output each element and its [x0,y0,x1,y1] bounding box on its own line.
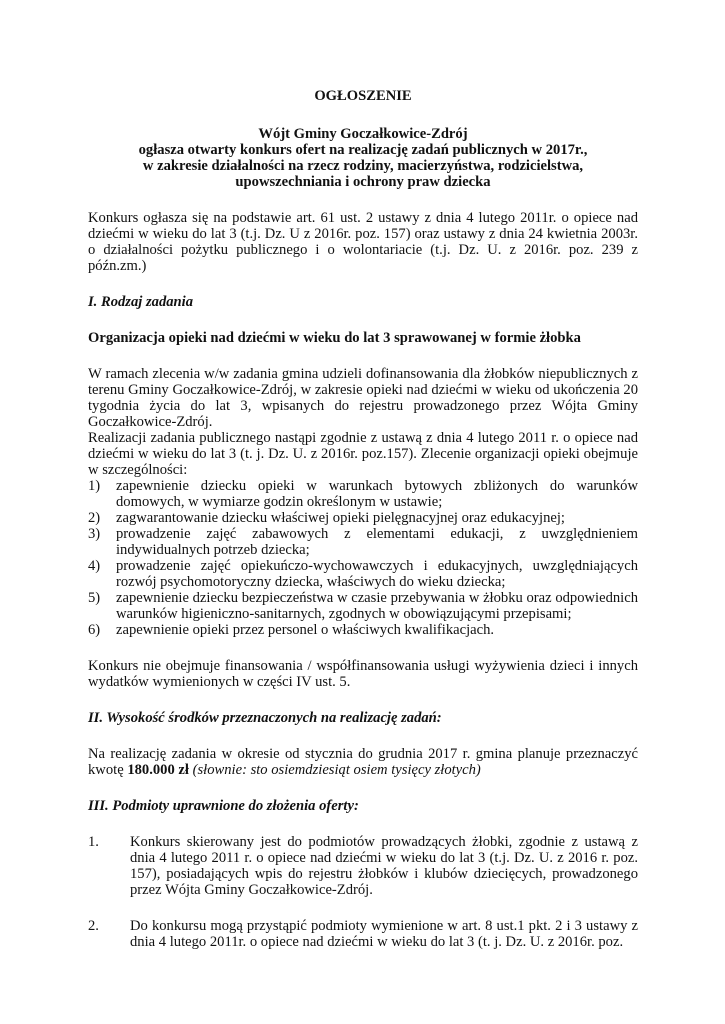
document-title: OGŁOSZENIE [314,88,412,104]
list-item-number: 1) [88,478,101,494]
eligible-entities-list [88,834,638,950]
list-item-text: Do konkursu mogą przystąpić podmioty wymienione w art. 8 ust.1 pkt. 2 i 3 ustawy z dnia 4 lutego 2011r. o opiece nad dziećmi w wieku do lat 3 (t. j. Dz. U. z 2016r. poz. [130,918,638,950]
funding-text: Na realizację zadania w okresie od stycznia do grudnia 2017 r. gmina planuje przeznaczyć kwotę [88,746,638,778]
intro-paragraph: Konkurs ogłasza się na podstawie art. 61 ust. 2 ustawy z dnia 4 lutego 2011r. o opiece nad dziećmi w wieku do lat 3 (t.j. Dz. U z 2016r. poz. 157) oraz ustawy z dnia 24 kwietnia 2003r. o działalności pożytku publicznego i o wolontariacie (t.j. Dz. U. z 2016r. poz. 239 z późn.zm.) [88,210,638,274]
heading-line: w zakresie działalności na rzecz rodziny, macierzyństwa, rodzicielstwa, [142,158,584,174]
list-item-number: 3) [88,526,101,542]
heading-line: upowszechniania i ochrony praw dziecka [235,174,491,190]
list-item-number: 2. [88,918,99,934]
section-heading-1: I. Rodzaj zadania [88,294,194,310]
heading-line: ogłasza otwarty konkurs ofert na realizację zadań publicznych w 2017r., [138,142,588,158]
list-item-text: zapewnienie opieki przez personel o właściwych kwalifikacjach. [116,622,495,638]
section1-paragraph-2: Realizacji zadania publicznego nastąpi zgodnie z ustawą z dnia 4 lutego 2011 r. o opiece nad dziećmi w wieku do lat 3 (t. j. Dz. U. z 2016r. poz.157). Zlecenie organizacji opieki obejmuje w szczególności: [88,430,638,478]
funding-paragraph [88,746,638,778]
list-item [88,622,638,638]
list-item-number: 1. [88,834,99,850]
list-item [88,478,638,510]
funding-amount: 180.000 zł [127,762,189,778]
list-item-number: 6) [88,622,101,638]
list-item [88,526,638,558]
list-item-text: zapewnienie dziecku bezpieczeństwa w czasie przebywania w żłobku oraz odpowiednich warunków higieniczno-sanitarnych, zgodnych w obowiązującymi przepisami; [116,590,638,622]
list-item-text: Konkurs skierowany jest do podmiotów prowadzących żłobki, zgodnie z ustawą z dnia 4 lutego 2011 r. o opiece nad dziećmi w wieku do lat 3 (t.j. Dz. U. z 2016 r. poz. 157), posiadających wpis do rejestru żłobków i klubów dziecięcych, prowadzonego przez Wójta Gminy Goczałkowice-Zdrój. [130,834,638,898]
announcement-heading [88,126,638,190]
list-item-text: zapewnienie dziecku opieki w warunkach bytowych zbliżonych do warunków domowych, w wymiarze godzin określonym w ustawie; [116,478,638,510]
list-item [88,510,638,526]
list-item-number: 2) [88,510,101,526]
section-heading-2: II. Wysokość środków przeznaczonych na realizację zadań: [88,710,442,726]
section1-paragraph-1: W ramach zlecenia w/w zadania gmina udzieli dofinansowania dla żłobków niepublicznych z terenu Gminy Goczałkowice-Zdrój, w zakresie opieki nad dziećmi w wieku od ukończenia 20 tygodnia życia do lat 3, wpisanych do rejestru prowadzonego przez Wójta Gminy Goczałkowice-Zdrój. [88,366,638,430]
section1-note: Konkurs nie obejmuje finansowania / współfinansowania usługi wyżywienia dzieci i innych wydatków wymienionych w części IV ust. 5. [88,658,638,690]
list-item-text: zagwarantowanie dziecku właściwej opieki pielęgnacyjnej oraz edukacyjnej; [116,510,565,526]
list-item [88,918,638,950]
heading-line: Wójt Gminy Goczałkowice-Zdrój [258,126,468,142]
task-scope-list [88,478,638,638]
funding-words: : sto osiemdziesiąt osiem tysięcy złotych) [242,762,481,778]
list-item [88,558,638,590]
list-item [88,590,638,622]
section-heading-3: III. Podmioty uprawnione do złożenia oferty: [88,798,359,814]
funding-words-prefix: (słownie [188,762,243,778]
list-item-text: prowadzenie zajęć opiekuńczo-wychowawczych i edukacyjnych, uwzględniających rozwój psychomotoryczny dziecka, właściwych do wieku dziecka; [116,558,638,590]
list-item [88,834,638,898]
task-title: Organizacja opieki nad dziećmi w wieku do lat 3 sprawowanej w formie żłobka [88,330,581,346]
document-page [88,88,638,950]
list-item-text: prowadzenie zajęć zabawowych z elementami edukacji, z uwzględnieniem indywidualnych potrzeb dziecka; [116,526,638,558]
list-item-number: 5) [88,590,101,606]
list-item-number: 4) [88,558,101,574]
